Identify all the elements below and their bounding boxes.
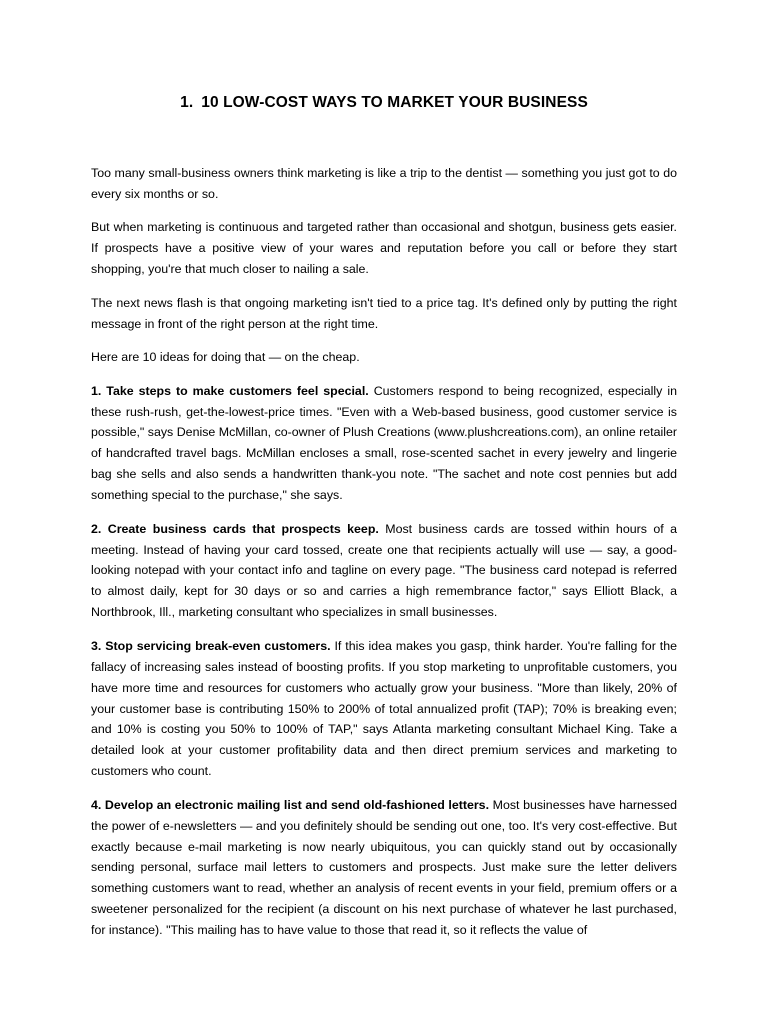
intro-paragraph-1: Too many small-business owners think marketing is like a trip to the dentist — something you just got to do every six months or so. [91, 166, 677, 201]
tip-paragraph-4 [91, 795, 677, 941]
page-title [0, 94, 768, 112]
title-number: 1. [180, 94, 194, 111]
tip-text-3: If this idea makes you gasp, think harder. You're falling for the fallacy of increasing sales instead of boosting profits. If you stop marketing to unprofitable customers, you have more time and resources for customers who actually grow your business. "More than likely, 20% of your customer base is contributing 150% to 200% of total annualized profit (TAP); 70% is breaking even; and 10% is costing you 50% to 100% of TAP," says Atlanta marketing consultant Michael King. Take a detailed look at your customer profitability data and then direct premium services and marketing to customers who count. [91, 638, 677, 779]
tip-paragraph-3 [91, 636, 677, 782]
intro-paragraph-4: Here are 10 ideas for doing that — on the cheap. [91, 350, 360, 365]
tip-text-4: Most businesses have harnessed the power of e-newsletters — and you definitely should be sending out one, too. It's very cost-effective. But exactly because e-mail marketing is now nearly ubiquitous, you can quickly stand out by occasionally sending personal, surface mail letters to customers and prospects. Just make sure the letter delivers something customers want to read, whether an analysis of recent events in your field, premium offers or a sweetener personalized for the recipient (a discount on his next purchase of whatever he last purchased, for instance). "This mailing has to have value to those that read it, so it reflects the value of [91, 797, 677, 938]
title-text: 10 LOW-COST WAYS TO MARKET YOUR BUSINESS [201, 94, 588, 111]
tip-heading-2: 2. Create business cards that prospects keep. [91, 521, 379, 536]
tip-text-2: Most business cards are tossed within hours of a meeting. Instead of having your card tossed, create one that recipients actually will use — say, a good-looking notepad with your contact info and tagline on every page. "The business card notepad is referred to almost daily, kept for 30 days or so and carries a high remembrance factor," says Elliott Black, a Northbrook, Ill., marketing consultant who specializes in small businesses. [91, 521, 677, 620]
tip-heading-1: 1. Take steps to make customers feel special. [91, 383, 369, 398]
intro-paragraph-3: The next news flash is that ongoing marketing isn't tied to a price tag. It's defined only by putting the right message in front of the right person at the right time. [91, 295, 677, 331]
intro-paragraph-2: But when marketing is continuous and targeted rather than occasional and shotgun, business gets easier. If prospects have a positive view of your wares and reputation before you call or before they start shopping, you're that much closer to nailing a sale. [91, 220, 677, 277]
tip-paragraph-2 [91, 519, 677, 624]
tip-heading-4: 4. Develop an electronic mailing list and send old-fashioned letters. [91, 797, 490, 812]
tip-text-1: Customers respond to being recognized, especially in these rush-rush, get-the-lowest-price times. "Even with a Web-based business, good customer service is possible," says Denise McMillan, co-owner of Plush Creations (www.plushcreations.com), an online retailer of handcrafted travel bags. McMillan encloses a small, rose-scented sachet in every jewelry and lingerie bag she sells and also sends a handwritten thank-you note. "The sachet and note cost pennies but add something special to the purchase," she says. [91, 383, 677, 503]
tip-paragraph-1 [91, 381, 677, 506]
tip-heading-3: 3. Stop servicing break-even customers. [91, 638, 331, 653]
article-body [91, 163, 677, 954]
